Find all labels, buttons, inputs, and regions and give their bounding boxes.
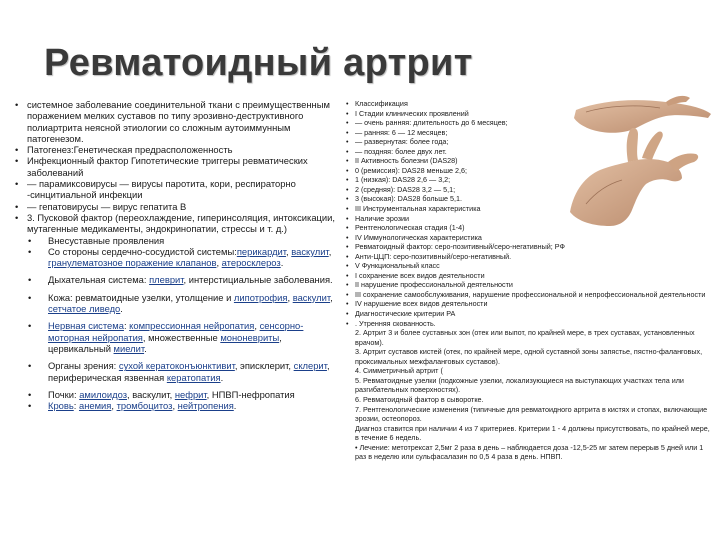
classification-item: • — ранняя: 6 — 12 месяцев; xyxy=(343,128,713,138)
classification-item: • II нарушение профессиональной деятельности xyxy=(343,280,713,290)
left-list-item xyxy=(14,360,344,383)
term-link[interactable]: нефрит xyxy=(174,388,207,400)
criteria-paragraph: • Лечение: метотрексат 2,5мг 2 раза в день – наблюдается доза -12,5-25 мг затем перерыв 5 дней или 1 раз в неделю или сульфасалазин по 0,5 4 раза в день. НПВП. xyxy=(355,442,704,462)
left-bullet-list xyxy=(14,99,344,411)
item-text: , xyxy=(286,245,292,257)
item-text: . xyxy=(144,342,147,354)
term-link[interactable]: анемия xyxy=(78,400,112,412)
classification-item: • I сохранение всех видов деятельности xyxy=(343,271,713,281)
term-link[interactable]: Кровь xyxy=(48,400,74,412)
left-list-item xyxy=(14,212,344,235)
term-link[interactable]: мононевриты xyxy=(220,331,280,343)
classification-item: • Рентгенологическая стадия (1-4) xyxy=(343,223,713,233)
item-text: , эписклерит, xyxy=(234,360,294,372)
left-list-item xyxy=(14,400,344,411)
classification-item: • — поздняя: более двух лет. xyxy=(343,147,713,157)
term-link[interactable]: компрессионная нейропатия xyxy=(129,320,255,332)
criteria-paragraph: 4. Симметричный артрит ( xyxy=(355,366,443,376)
criteria-paragraph: 2. Артрит 3 и более суставных зон (отек или выпот, по крайней мере, в трех суставах, установленных врачом). xyxy=(355,328,695,347)
item-text: : xyxy=(73,400,79,412)
left-list-item xyxy=(14,235,344,246)
item-text: . xyxy=(120,303,123,315)
classification-list xyxy=(343,99,713,328)
classification-item: • Классификация xyxy=(343,99,713,109)
term-link[interactable]: плеврит xyxy=(149,274,184,286)
criteria-paragraph: 5. Ревматоидные узелки (подкожные узелки, локализующиеся на выступающих участках тела или разгибательных поверхностях). xyxy=(355,375,684,395)
classification-item: • Анти-ЦЦП: серо-позитивный/серо-негативный. xyxy=(343,252,713,262)
criteria-block xyxy=(343,328,713,462)
item-text: , периферическая язвенная xyxy=(48,360,330,383)
term-link[interactable]: кератопатия xyxy=(166,371,221,383)
classification-item: • 1 (низкая): DAS28 2,6 — 3,2; xyxy=(343,175,713,185)
item-text: , НПВП-нефропатия xyxy=(206,388,295,400)
term-link[interactable]: сухой кератоконъюнктивит xyxy=(118,360,235,372)
left-list-item xyxy=(14,155,344,178)
classification-item: • 2 (средняя): DAS28 3,2 — 5,1; xyxy=(343,185,713,195)
item-text: . xyxy=(220,371,224,383)
term-link[interactable]: липотрофия xyxy=(233,291,288,303)
left-list-item xyxy=(14,292,344,315)
term-link[interactable]: атеросклероз xyxy=(221,257,281,269)
page-title: Ревматоидный артрит xyxy=(44,42,473,84)
criteria-paragraph: 3. Артрит суставов кистей (отек, по крайней мере, одной суставной зоны запястье, пястно-фаланговых, проксимальных межфаланговых суставов). xyxy=(355,347,703,366)
term-link[interactable]: васкулит xyxy=(292,291,331,303)
term-link[interactable]: сенсорно-моторная нейропатия xyxy=(48,320,304,343)
item-text: , xyxy=(330,291,333,303)
term-link[interactable]: нейтропения xyxy=(177,400,234,412)
left-list-item xyxy=(14,274,344,285)
item-text: , xyxy=(111,400,117,412)
term-link[interactable]: миелит xyxy=(113,342,145,354)
item-text: : xyxy=(123,320,130,332)
criteria-paragraph: 7. Рентгенологические изменения (типичные для ревматоидного артрита в кистях и стопах, включающие эрозии, остеопороз. xyxy=(355,404,708,424)
left-list-item xyxy=(14,144,344,155)
classification-item: • 3 (высокая): DAS28 больше 5,1. xyxy=(343,194,713,204)
classification-item: • Диагностические критерии РА xyxy=(343,309,713,319)
classification-item: • V Функциональный класс xyxy=(343,261,713,271)
classification-item: • IV нарушение всех видов деятельности xyxy=(343,299,713,309)
criteria-paragraph: 6. Ревматоидный фактор в сыворотке. xyxy=(355,394,484,404)
item-text: — гепатовирусы — вирус гепатита В xyxy=(27,200,187,212)
right-column xyxy=(343,99,713,462)
term-link[interactable]: перикардит xyxy=(236,245,287,257)
left-list-item xyxy=(14,99,344,144)
left-list-item xyxy=(14,320,344,354)
item-text: Дыхательная система: xyxy=(48,274,150,286)
left-list-item xyxy=(14,201,344,212)
item-text: , васкулит, xyxy=(127,388,175,400)
term-link[interactable]: васкулит xyxy=(291,245,329,257)
left-list-item xyxy=(14,178,344,201)
criteria-paragraph: Диагноз ставится при наличии 4 из 7 критериев. Критерии 1 - 4 должны присутствовать, по крайней мере, в течение 6 недель. xyxy=(355,423,710,443)
classification-item: • — развернутая: более года; xyxy=(343,137,713,147)
classification-item: • 0 (ремиссия): DAS28 меньше 2,6; xyxy=(343,166,713,176)
classification-item: • II Активность болезни (DAS28) xyxy=(343,156,713,166)
item-text: системное заболевание соединительной ткани с преимущественным поражением мелких суставов по типу эрозивно-деструктивного полиартрита неясной этиологии со сложным аутоиммунным патогенезом. xyxy=(27,99,330,144)
item-text: , xyxy=(328,245,332,257)
term-link[interactable]: склерит xyxy=(293,360,327,372)
item-text: , xyxy=(172,400,178,412)
left-list-item xyxy=(14,246,344,269)
item-text: , xyxy=(287,291,293,303)
term-link[interactable]: Нервная система xyxy=(48,320,124,332)
item-text: Со стороны сердечно-сосудистой системы: xyxy=(48,245,237,257)
classification-item: • Наличие эрозии xyxy=(343,214,713,224)
item-text: — парамиксовирусы — вирусы паротита, кори, респираторно -синцитиальной инфекции xyxy=(27,178,296,201)
item-text: Внесуставные проявления xyxy=(48,234,165,246)
classification-item: • — очень ранняя: длительность до 6 месяцев; xyxy=(343,118,713,128)
item-text: Органы зрения: xyxy=(48,360,119,372)
classification-item: • Ревматоидный фактор: серо-позитивный/серо-негативный; РФ xyxy=(343,242,713,252)
classification-item: • III Инструментальная характеристика xyxy=(343,204,713,214)
left-list-item xyxy=(14,389,344,400)
classification-item: • III сохранение самообслуживания, нарушение профессиональной и непрофессиональной деятельности xyxy=(343,290,713,300)
item-text: . xyxy=(280,257,284,269)
classification-item: • I Стадии клинических проявлений xyxy=(343,109,713,119)
left-column xyxy=(14,99,344,411)
item-text: , интерстициальные заболевания. xyxy=(183,274,333,286)
item-text: 3. Пусковой фактор (переохлаждение, гиперинсоляция, интоксикации, мутагенные медикаменты, эндокринопатии, стрессы и т. д.) xyxy=(27,211,335,235)
item-text: , цервикальный xyxy=(48,331,282,354)
term-link[interactable]: сетчатое ливедо xyxy=(48,303,121,315)
item-text: Патогенез:Генетическая предрасположенность xyxy=(27,144,233,156)
item-text: Почки: xyxy=(48,388,80,400)
item-text: , множественные xyxy=(142,331,221,343)
classification-item: • IV Иммунологическая характеристика xyxy=(343,233,713,243)
term-link[interactable]: тромбоцитоз xyxy=(116,400,173,412)
classification-item: • . Утренняя скованность. xyxy=(343,319,713,329)
item-text: , xyxy=(254,320,260,332)
term-link[interactable]: гранулематозное поражение клапанов xyxy=(48,257,217,269)
item-text: , xyxy=(216,257,222,269)
item-text: Кожа: ревматоидные узелки, утолщение и xyxy=(48,291,234,303)
item-text: . xyxy=(233,400,237,412)
term-link[interactable]: амилоидоз xyxy=(79,388,127,400)
item-text: Инфекционный фактор Гипотетические триггеры ревматических заболеваний xyxy=(27,155,308,178)
